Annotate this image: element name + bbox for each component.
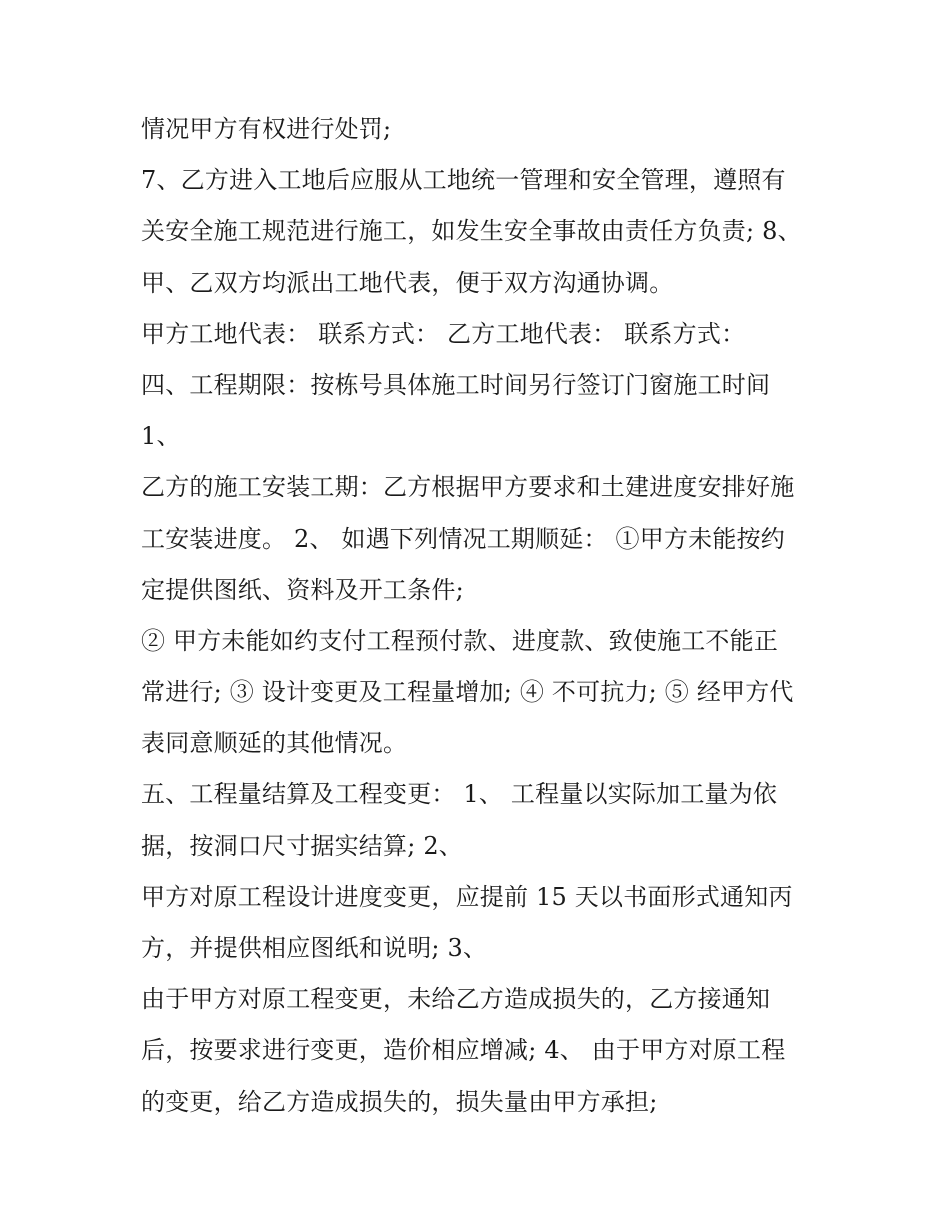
text-line: 据，按洞口尺寸据实结算; 2、 (141, 831, 463, 860)
text-line: 甲、乙双方均派出工地代表，便于双方沟通协调。 (141, 268, 674, 297)
text-line: 1、 (141, 422, 181, 451)
text-line: 乙方的施工安装工期：乙方根据甲方要求和土建进度安排好施 (141, 473, 795, 502)
text-line: 情况甲方有权进行处罚; (141, 115, 392, 143)
text-line: 甲方对原工程设计进度变更，应提前 15 天以书面形式通知丙 (141, 882, 793, 911)
text-line: 四、工程期限：按栋号具体施工时间另行签订门窗施工时间 (141, 370, 771, 399)
text-line: 后，按要求进行变更，造价相应增减; 4、 由于甲方对原工程 (141, 1036, 786, 1065)
text-line: ② 甲方未能如约支付工程预付款、进度款、致使施工不能正 (141, 626, 779, 655)
text-line: 的变更，给乙方造成损失的，损失量由甲方承担; (141, 1087, 658, 1116)
text-line: 定提供图纸、资料及开工条件; (141, 575, 464, 604)
text-line: 方，并提供相应图纸和说明; 3、 (141, 934, 488, 962)
text-line: 由于甲方对原工程变更，未给乙方造成损失的，乙方接通知 (141, 985, 771, 1014)
contract-text-body (141, 104, 831, 1128)
text-line: 工安装进度。 2、 如遇下列情况工期顺延： ①甲方未能按约 (141, 524, 785, 553)
text-line: 7、乙方进入工地后应服从工地统一管理和安全管理，遵照有 (141, 166, 786, 195)
text-line: 表同意顺延的其他情况。 (141, 729, 408, 758)
text-line: 甲方工地代表： 联系方式： 乙方工地代表： 联系方式： (141, 319, 746, 348)
text-line: 五、工程量结算及工程变更： 1、 工程量以实际加工量为依 (141, 780, 778, 809)
text-line: 常进行; ③ 设计变更及工程量增加; ④ 不可抗力; ⑤ 经甲方代 (141, 678, 794, 707)
text-line: 关安全施工规范进行施工，如发生安全事故由责任方负责; 8、 (141, 217, 802, 246)
